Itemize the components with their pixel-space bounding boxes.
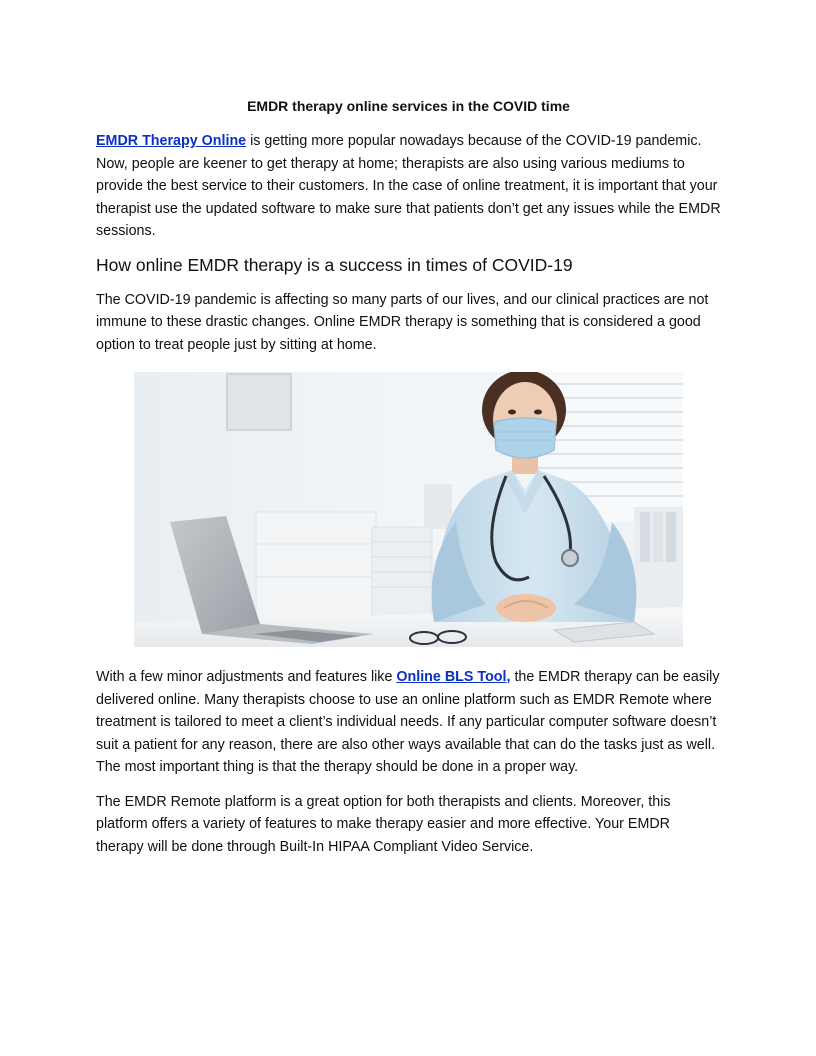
- intro-paragraph-text: is getting more popular nowadays because of the COVID-19 pandemic. Now, people are keener to get therapy at home; therapists are also using various mediums to provide the best service to their customers. In the case of online treatment, it is important that your therapist use the updated software to make sure that patients don’t get any issues while the EMDR sessions.: [96, 133, 721, 239]
- online-bls-tool-link[interactable]: Online BLS Tool,: [396, 669, 511, 685]
- document-page: [96, 96, 721, 870]
- document-title: EMDR therapy online services in the COVID time: [247, 98, 570, 114]
- bls-paragraph-text-before: With a few minor adjustments and features like: [96, 669, 397, 685]
- emdr-remote-paragraph: The EMDR Remote platform is a great option for both therapists and clients. Moreover, this platform offers a variety of features to make therapy easier and more effective. Your EMDR therapy will be done through Built-In HIPAA Compliant Video Service.: [96, 793, 671, 855]
- intro-paragraph: [96, 130, 721, 243]
- covid-paragraph: The COVID-19 pandemic is affecting so many parts of our lives, and our clinical practices are not immune to these drastic changes. Online EMDR therapy is something that is considered a good option to treat people just by sitting at home.: [96, 291, 709, 353]
- emdr-therapy-online-link[interactable]: EMDR Therapy Online: [96, 133, 247, 149]
- bls-tool-paragraph: [96, 666, 721, 779]
- doctor-with-laptop-image: [134, 372, 683, 647]
- section-heading: How online EMDR therapy is a success in times of COVID-19: [96, 254, 573, 275]
- bls-paragraph-text-after: the EMDR therapy can be easily delivered online. Many therapists choose to use an online platform such as EMDR Remote where treatment is tailored to meet a client’s individual needs. If any particular computer software doesn’t suit a patient for any reason, there are also other ways available that can do the tasks just as well. The most important thing is that the therapy should be done in a proper way.: [96, 669, 720, 775]
